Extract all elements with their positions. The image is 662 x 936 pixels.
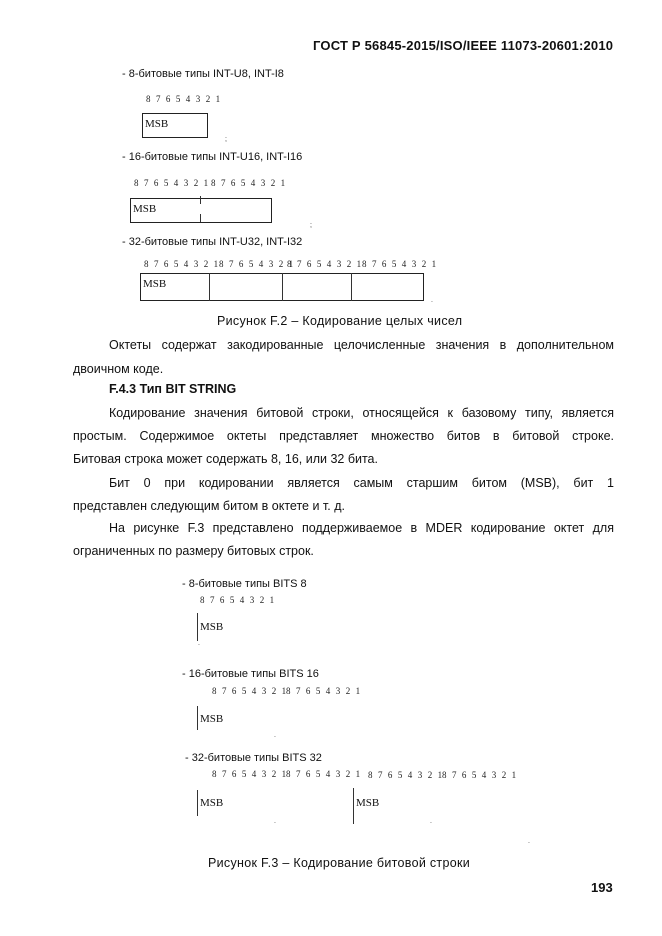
msb-label: MSB: [133, 203, 157, 215]
paragraph-text: Бит 0 при кодировании является самым старшим битом (MSB), бит 1: [109, 476, 614, 490]
octet-edge: [197, 613, 198, 641]
msb-label: MSB: [200, 713, 224, 725]
octet-edge: [353, 788, 354, 824]
paragraph-line: представлен следующим битом в октете и т. д.: [73, 499, 345, 513]
msb-label: MSB: [200, 621, 224, 633]
figure-caption: Рисунок F.3 – Кодирование битовой строки: [208, 856, 471, 870]
msb-label: MSB: [356, 797, 380, 809]
punctuation-mark: .: [431, 297, 433, 304]
bit-numbers: 8 7 6 5 4 3 2 1: [368, 770, 444, 780]
bit-numbers: 8 7 6 5 4 3 2 1: [200, 595, 276, 605]
page-number: 193: [591, 880, 613, 895]
octet-box: [130, 198, 272, 223]
bit-numbers: 8 7 6 5 4 3 2 1: [212, 769, 288, 779]
paragraph: [73, 402, 614, 425]
punctuation-mark: .: [198, 640, 200, 647]
punctuation-mark: .: [274, 818, 276, 825]
bit-numbers: 8 7 6 5 4 3 2 1: [219, 259, 295, 269]
punctuation-mark: ;: [310, 222, 312, 229]
msb-label: MSB: [200, 797, 224, 809]
bit-numbers: 8 7 6 5 4 3 2 1: [362, 259, 438, 269]
bit-numbers: 8 7 6 5 4 3 2 1: [286, 769, 362, 779]
octet-edge: [197, 706, 198, 730]
octet-box: [142, 113, 208, 138]
bit-numbers: 8 7 6 5 4 3 2 1: [146, 94, 222, 104]
paragraph-line: Битовая строка может содержать 8, 16, или 32 бита.: [73, 452, 378, 466]
bit-numbers: 8 7 6 5 4 3 2 1: [211, 178, 287, 188]
octet-divider: [200, 214, 201, 222]
bit-numbers: 8 7 6 5 4 3 2 1: [134, 178, 210, 188]
paragraph: [73, 472, 614, 495]
paragraph-line: простым. Содержимое октеты представляет множество битов в битовой строке.: [73, 429, 614, 443]
list-item-bits-16: - 16-битовые типы BITS 16: [182, 668, 319, 680]
bit-numbers: 8 7 6 5 4 3 2 1: [286, 686, 362, 696]
punctuation-mark: .: [274, 732, 276, 739]
octet-divider: [200, 196, 201, 204]
octet-divider: [282, 273, 283, 301]
bit-numbers: 8 7 6 5 4 3 2 1: [287, 259, 363, 269]
punctuation-mark: ;: [225, 136, 227, 143]
paragraph-text: Октеты содержат закодированные целочисленные значения в дополнительном: [109, 338, 614, 352]
document-header: ГОСТ Р 56845-2015/ISO/IEEE 11073-20601:2010: [313, 38, 614, 53]
paragraph-continuation: двоичном коде.: [73, 362, 164, 376]
msb-label: MSB: [143, 278, 167, 290]
bit-numbers: 8 7 6 5 4 3 2 1: [212, 686, 288, 696]
paragraph: [73, 517, 614, 540]
punctuation-mark: .: [528, 838, 530, 845]
octet-divider: [351, 273, 352, 301]
paragraph-text: На рисунке F.3 представлено поддерживаемое в MDER кодирование октет для: [109, 521, 614, 535]
list-item-int-u16: - 16-битовые типы INT-U16, INT-I16: [122, 151, 303, 163]
octet-edge: [197, 790, 198, 816]
bit-numbers: 8 7 6 5 4 3 2 1: [144, 259, 220, 269]
list-item-int-u32: - 32-битовые типы INT-U32, INT-I32: [122, 236, 303, 248]
section-heading: F.4.3 Тип BIT STRING: [109, 382, 237, 396]
figure-caption: Рисунок F.2 – Кодирование целых чисел: [217, 314, 463, 328]
list-item-int-u8: - 8-битовые типы INT-U8, INT-I8: [122, 68, 284, 80]
octet-divider: [209, 273, 210, 301]
msb-label: MSB: [145, 118, 169, 130]
paragraph-line: ограниченных по размеру битовых строк.: [73, 544, 314, 558]
paragraph: [73, 334, 614, 357]
paragraph-text: Кодирование значения битовой строки, относящейся к базовому типу, является: [109, 406, 614, 420]
punctuation-mark: .: [430, 818, 432, 825]
bit-numbers: 8 7 6 5 4 3 2 1: [442, 770, 518, 780]
list-item-bits-8: - 8-битовые типы BITS 8: [182, 578, 307, 590]
list-item-bits-32: - 32-битовые типы BITS 32: [185, 752, 322, 764]
